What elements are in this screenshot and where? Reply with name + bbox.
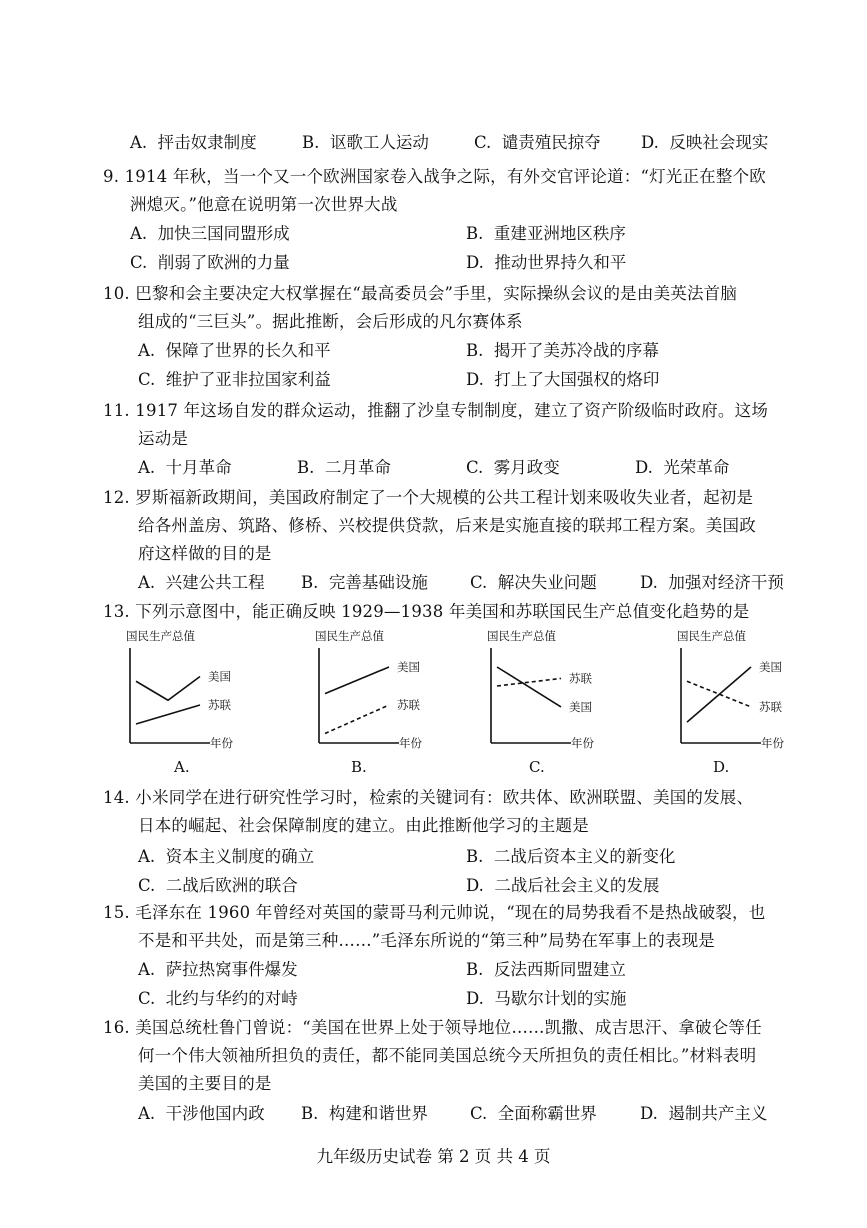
series-line xyxy=(325,667,389,694)
option-b: B. 完善基础设施 xyxy=(301,573,428,592)
option-a: A. 资本主义制度的确立 xyxy=(138,847,315,866)
question-number: 15. xyxy=(103,903,130,922)
question-text: 1914 年秋，当一个又一个欧洲国家卷入战争之际，有外交官评论道：“灯光正在整个欧 xyxy=(124,167,766,186)
chart-option-label: D. xyxy=(713,758,730,776)
question-text: 运动是 xyxy=(138,429,189,448)
chart-c xyxy=(487,628,647,776)
option-a: A. 兴建公共工程 xyxy=(138,573,265,592)
question-number: 14. xyxy=(103,788,130,807)
series-label: 苏联 xyxy=(569,671,592,686)
option-d: D. 遏制共产主义 xyxy=(640,1104,768,1123)
option-d: D. 推动世界持久和平 xyxy=(466,253,627,272)
page-footer: 九年级历史试卷 第 2 页 共 4 页 xyxy=(316,1147,551,1166)
option-b: B. 揭开了美苏冷战的序幕 xyxy=(466,341,659,360)
option-b: B. 构建和谐世界 xyxy=(301,1104,428,1123)
x-axis-label: 年份 xyxy=(399,736,422,750)
option-c: C. 谴责殖民掠夺 xyxy=(474,133,601,152)
series-line xyxy=(136,677,200,701)
question-number: 13. xyxy=(103,602,130,621)
y-axis-label: 国民生产总值 xyxy=(126,629,195,643)
x-axis-label: 年份 xyxy=(571,736,594,750)
option-d: D. 加强对经济干预 xyxy=(640,573,784,592)
series-label: 苏联 xyxy=(397,698,420,712)
option-d: D. 反映社会现实 xyxy=(641,133,769,152)
option-c: C. 雾月政变 xyxy=(466,458,560,477)
question-number: 12. xyxy=(103,488,130,507)
option-b: B. 讴歌工人运动 xyxy=(302,133,429,152)
option-d: D. 二战后社会主义的发展 xyxy=(466,876,660,895)
option-a: A. 干涉他国内政 xyxy=(138,1104,265,1123)
option-c: C. 全面称霸世界 xyxy=(470,1104,597,1123)
question-text: 不是和平共处，而是第三种……”毛泽东所说的“第三种”局势在军事上的表现是 xyxy=(138,931,716,950)
series-line xyxy=(136,705,200,724)
y-axis-label: 国民生产总值 xyxy=(677,629,746,643)
y-axis-label: 国民生产总值 xyxy=(487,629,556,643)
chart-d xyxy=(677,628,837,776)
option-a: A. 萨拉热窝事件爆发 xyxy=(138,960,298,979)
series-label: 美国 xyxy=(569,699,592,714)
y-axis-label: 国民生产总值 xyxy=(315,629,384,643)
question-text: 何一个伟大领袖所担负的责任，都不能同美国总统今天所担负的责任相比。”材料表明 xyxy=(138,1046,757,1065)
x-axis-label: 年份 xyxy=(761,736,784,750)
option-d: D. 打上了大国强权的烙印 xyxy=(466,370,660,389)
option-c: C. 北约与华约的对峙 xyxy=(138,989,298,1008)
option-d: D. 光荣革命 xyxy=(635,458,730,477)
series-label: 美国 xyxy=(208,669,231,684)
question-number: 9. xyxy=(103,167,120,186)
question-text: 巴黎和会主要决定大权掌握在“最高委员会”手里，实际操纵会议的是由美英法首脑 xyxy=(135,284,738,303)
x-axis-label: 年份 xyxy=(210,736,233,750)
question-text: 下列示意图中，能正确反映 1929—1938 年美国和苏联国民生产总值变化趋势的是 xyxy=(135,602,750,621)
option-a: A. 加快三国同盟形成 xyxy=(130,224,290,243)
question-text: 给各州盖房、筑路、修桥、兴校提供贷款，后来是实施直接的联邦工程方案。美国政 xyxy=(138,516,756,535)
question-text: 府这样做的目的是 xyxy=(138,544,272,563)
series-line xyxy=(497,678,561,686)
series-label: 苏联 xyxy=(759,699,782,714)
option-c: C. 维护了亚非拉国家利益 xyxy=(138,370,331,389)
chart-svg xyxy=(677,628,837,753)
question-text: 组成的“三巨头”。据此推断，会后形成的凡尔赛体系 xyxy=(138,312,523,331)
chart-b xyxy=(315,628,475,776)
chart-svg xyxy=(126,628,286,753)
chart-option-label: B. xyxy=(351,758,367,776)
option-a: A. 抨击奴隶制度 xyxy=(130,133,257,152)
chart-a xyxy=(126,628,286,776)
option-c: C. 削弱了欧洲的力量 xyxy=(130,253,290,272)
option-b: B. 反法西斯同盟建立 xyxy=(466,960,626,979)
series-line xyxy=(687,667,751,722)
option-c: C. 解决失业问题 xyxy=(470,573,597,592)
option-b: B. 二战后资本主义的新变化 xyxy=(466,847,676,866)
question-number: 16. xyxy=(103,1018,130,1037)
question-text: 美国总统杜鲁门曾说：“美国在世界上处于领导地位……凯撒、成吉思汗、拿破仑等任 xyxy=(135,1018,762,1037)
option-c: C. 二战后欧洲的联合 xyxy=(138,876,298,895)
question-number: 11. xyxy=(103,401,130,420)
chart-option-label: C. xyxy=(529,758,545,776)
series-label: 美国 xyxy=(397,660,420,674)
question-text: 美国的主要目的是 xyxy=(138,1074,272,1093)
option-a: A. 十月革命 xyxy=(138,458,232,477)
option-b: B. 重建亚洲地区秩序 xyxy=(466,224,626,243)
question-text: 毛泽东在 1960 年曾经对英国的蒙哥马利元帅说，“现在的局势我看不是热战破裂，也 xyxy=(135,903,766,922)
chart-option-label: A. xyxy=(174,758,190,776)
option-b: B. 二月革命 xyxy=(297,458,391,477)
series-line xyxy=(325,705,389,734)
question-text: 罗斯福新政期间，美国政府制定了一个大规模的公共工程计划来吸收失业者，起初是 xyxy=(135,488,754,507)
chart-svg xyxy=(315,628,475,753)
option-a: A. 保障了世界的长久和平 xyxy=(138,341,331,360)
series-line xyxy=(497,667,561,707)
option-d: D. 马歇尔计划的实施 xyxy=(466,989,627,1008)
question-text: 1917 年这场自发的群众运动，推翻了沙皇专制制度，建立了资产阶级临时政府。这场 xyxy=(135,401,769,420)
question-text: 洲熄灭。”他意在说明第一次世界大战 xyxy=(130,195,398,214)
series-label: 苏联 xyxy=(208,698,231,712)
series-label: 美国 xyxy=(759,660,782,674)
question-text: 小米同学在进行研究性学习时，检索的关键词有：欧共体、欧洲联盟、美国的发展、 xyxy=(135,788,754,807)
question-number: 10. xyxy=(103,284,130,303)
question-text: 日本的崛起、社会保障制度的建立。由此推断他学习的主题是 xyxy=(138,816,589,835)
chart-svg xyxy=(487,628,647,753)
